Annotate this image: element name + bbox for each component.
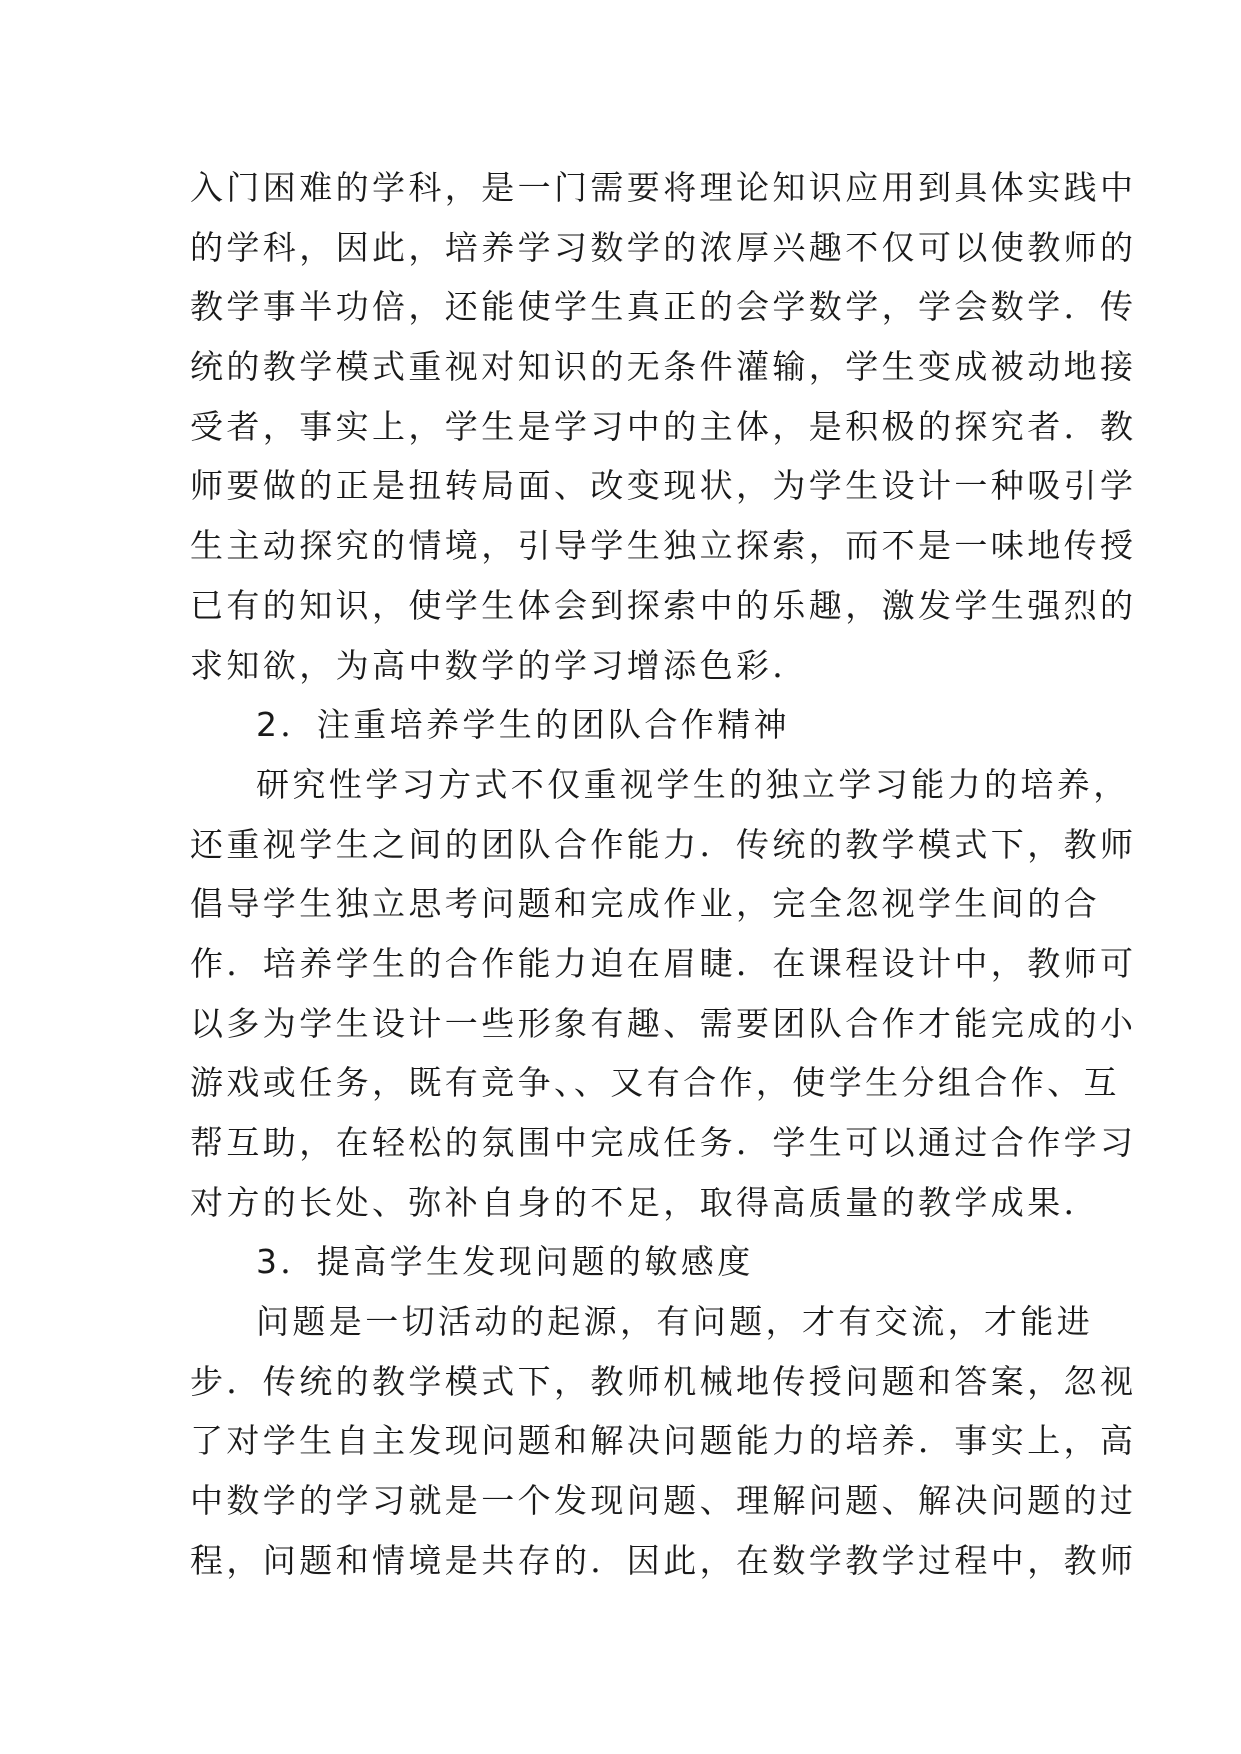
text-line: 已有的知识，使学生体会到探索中的乐趣，激发学生强烈的 [190, 585, 1137, 625]
text-line: 游戏或任务，既有竞争、、又有合作，使学生分组合作、互 [190, 1063, 1120, 1103]
text-line: 的学科，因此，培养学习数学的浓厚兴趣不仅可以使教师的 [190, 227, 1137, 267]
text-line: 统的教学模式重视对知识的无条件灌输，学生变成被动地接 [190, 347, 1137, 387]
text-line: 作．培养学生的合作能力迫在眉睫．在课程设计中，教师可 [190, 943, 1137, 983]
text-line: 求知欲，为高中数学的学习增添色彩． [190, 645, 809, 685]
text-line: 步．传统的教学模式下，教师机械地传授问题和答案，忽视 [190, 1361, 1137, 1401]
text-line: 倡导学生独立思考问题和完成作业，完全忽视学生间的合 [190, 884, 1100, 924]
text-line: 教学事半功倍，还能使学生真正的会学数学，学会数学．传 [190, 287, 1137, 327]
paragraph-first-line: 问题是一切活动的起源，有问题，才有交流，才能进 [256, 1302, 1094, 1342]
text-line: 入门困难的学科，是一门需要将理论知识应用到具体实践中 [190, 168, 1137, 207]
text-line: 师要做的正是扭转局面、改变现状，为学生设计一种吸引学 [190, 466, 1137, 506]
text-line: 受者，事实上，学生是学习中的主体，是积极的探究者．教 [190, 406, 1137, 446]
text-line: 了对学生自主发现问题和解决问题能力的培养．事实上，高 [190, 1421, 1137, 1461]
paragraph-first-line: 研究性学习方式不仅重视学生的独立学习能力的培养， [256, 764, 1130, 804]
text-line: 帮互助，在轻松的氛围中完成任务．学生可以通过合作学习 [190, 1123, 1137, 1162]
text-line: 生主动探究的情境，引导学生独立探索，而不是一味地传授 [190, 526, 1137, 566]
text-line: 中数学的学习就是一个发现问题、理解问题、解决问题的过 [190, 1481, 1137, 1521]
section-heading: 3．提高学生发现问题的敏感度 [256, 1242, 754, 1282]
text-line: 对方的长处、弥补自身的不足，取得高质量的教学成果． [190, 1182, 1100, 1222]
text-line: 以多为学生设计一些形象有趣、需要团队合作才能完成的小 [190, 1003, 1137, 1043]
text-line: 还重视学生之间的团队合作能力．传统的教学模式下，教师 [190, 824, 1137, 864]
section-heading: 2．注重培养学生的团队合作精神 [256, 705, 790, 745]
document-body [190, 158, 1137, 1591]
text-line: 程，问题和情境是共存的．因此，在数学教学过程中，教师 [190, 1540, 1137, 1580]
